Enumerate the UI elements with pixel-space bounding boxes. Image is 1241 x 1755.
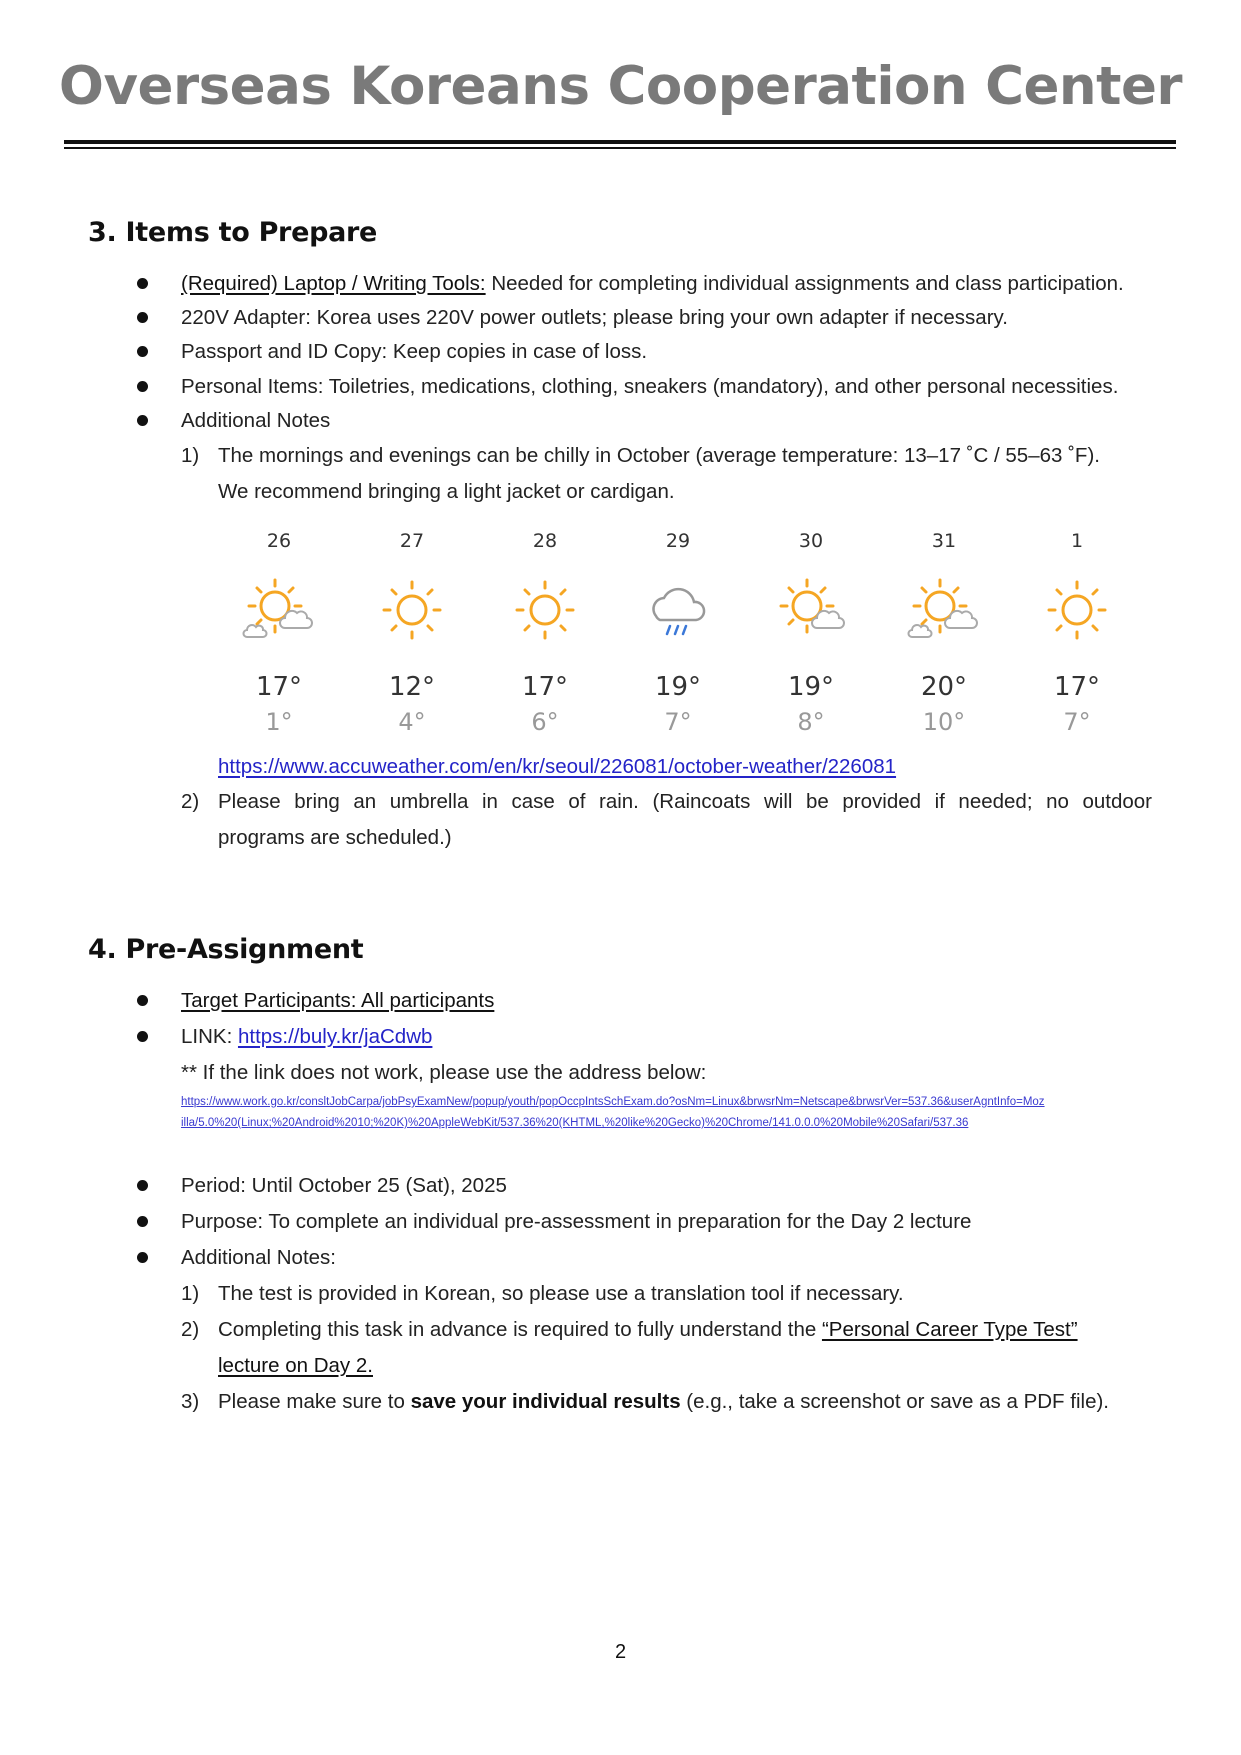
bullet-icon [137,346,148,357]
weather-low: 7° [1063,708,1091,736]
weather-day [611,530,745,736]
page-number: 2 [614,1641,627,1663]
bullet-icon [137,1252,148,1263]
weather-high: 20° [920,672,968,702]
sun-cloud-icon [239,570,319,650]
weather-high: 19° [654,672,702,702]
list-item: Purpose: To complete an individual pre-assessment in preparation for the Day 2 lecture [181,1210,972,1233]
list-item: Additional Notes: [181,1246,336,1269]
note-number: 2) [181,790,200,813]
note-text: lecture on Day 2. [218,1354,373,1377]
weather-date: 27 [399,530,425,552]
accuweather-link[interactable]: https://www.accuweather.com/en/kr/seoul/226081/october-weather/226081 [218,755,897,778]
fallback-url-link[interactable]: illa/5.0%20(Linux;%20Android%2010;%20K)%20AppleWebKit/537.36%20(KHTML,%20like%20Gecko)%20Chrome/141.0.0.0%20Mobile%20Safari/537.36 [181,1117,969,1129]
header-rule [64,140,1176,144]
list-item: 220V Adapter: Korea uses 220V power outlets; please bring your own adapter if necessary. [181,306,1008,329]
list-item: Additional Notes [181,409,331,432]
note-text: Please make sure to save your individual results (e.g., take a screenshot or save as a PDF file). [218,1390,1110,1413]
weather-day [1010,530,1144,736]
assessment-link[interactable]: https://buly.kr/jaCdwb [237,1025,433,1048]
weather-low: 4° [398,708,426,736]
bullet-icon [137,1180,148,1191]
header-rule-thin [64,147,1176,149]
sun-icon [505,570,585,650]
bullet-icon [137,312,148,323]
note-number: 1) [181,444,200,467]
weather-day [345,530,479,736]
weather-date: 31 [931,530,957,552]
weather-date: 26 [266,530,292,552]
weather-day [212,530,346,736]
weather-date: 1 [1070,530,1084,552]
required-items-label: (Required) Laptop / Writing Tools: [181,272,486,295]
bullet-icon [137,381,148,392]
bullet-icon [137,278,148,289]
weather-high: 12° [388,672,436,702]
weather-high: 17° [521,672,569,702]
list-item: Passport and ID Copy: Keep copies in case of loss. [181,340,648,363]
list-item: Personal Items: Toiletries, medications, clothing, sneakers (mandatory), and other personal necessities. [181,375,1119,398]
note-text: The mornings and evenings can be chilly in October (average temperature: 13–17 ˚C / 55–63 ˚F). [218,444,1100,467]
fallback-url-link[interactable]: https://www.work.go.kr/consltJobCarpa/jobPsyExamNew/popup/youth/popOccpIntsSchExam.do?osNm=Linux&brwsrNm=Netscape&brwsrVer=537.36&userAgntInfo=Moz [181,1096,1045,1108]
note-number: 1) [181,1282,200,1305]
weather-date: 30 [798,530,824,552]
weather-low: 6° [531,708,559,736]
career-test-emphasis: “Personal Career Type Test” [821,1318,1078,1341]
weather-low: 8° [797,708,825,736]
sun-cloud-icon [771,570,851,650]
save-results-emphasis: save your individual results [410,1390,681,1413]
weather-day [744,530,878,736]
fallback-note: ** If the link does not work, please use the address below: [181,1061,707,1084]
note-text: Completing this task in advance is required to fully understand the “Personal Career Type Test” [218,1318,1078,1341]
weather-low: 10° [922,708,966,736]
bullet-icon [137,995,148,1006]
weather-low: 7° [664,708,692,736]
sun-cloud-icon [904,570,984,650]
bullet-icon [137,1216,148,1227]
weather-high: 17° [255,672,303,702]
note-text: The test is provided in Korean, so please use a translation tool if necessary. [218,1282,904,1305]
rain-cloud-icon [638,570,718,650]
sun-icon [1037,570,1117,650]
weather-forecast [212,530,1142,740]
weather-date: 28 [532,530,558,552]
note-number: 2) [181,1318,200,1341]
bullet-icon [137,1031,148,1042]
note-text: We recommend bringing a light jacket or cardigan. [218,480,675,503]
section-heading-pre-assignment: 4. Pre-Assignment [88,934,364,965]
document-title: Overseas Koreans Cooperation Center [58,56,1183,117]
sun-icon [372,570,452,650]
weather-high: 19° [787,672,835,702]
weather-day [478,530,612,736]
weather-low: 1° [265,708,293,736]
note-text: Please bring an umbrella in case of rain. (Raincoats will be provided if needed; no outdoor [218,790,1152,813]
weather-date: 29 [665,530,691,552]
section-heading-items-to-prepare: 3. Items to Prepare [88,217,378,248]
bullet-icon [137,415,148,426]
note-number: 3) [181,1390,200,1413]
list-item: (Required) Laptop / Writing Tools: Needed for completing individual assignments and class participation. [181,272,1124,295]
note-text: programs are scheduled.) [218,826,452,849]
list-item: LINK: https://buly.kr/jaCdwb [181,1025,433,1048]
list-item: Period: Until October 25 (Sat), 2025 [181,1174,507,1197]
weather-high: 17° [1053,672,1101,702]
target-participants: Target Participants: All participants [181,989,495,1012]
weather-day [877,530,1011,736]
